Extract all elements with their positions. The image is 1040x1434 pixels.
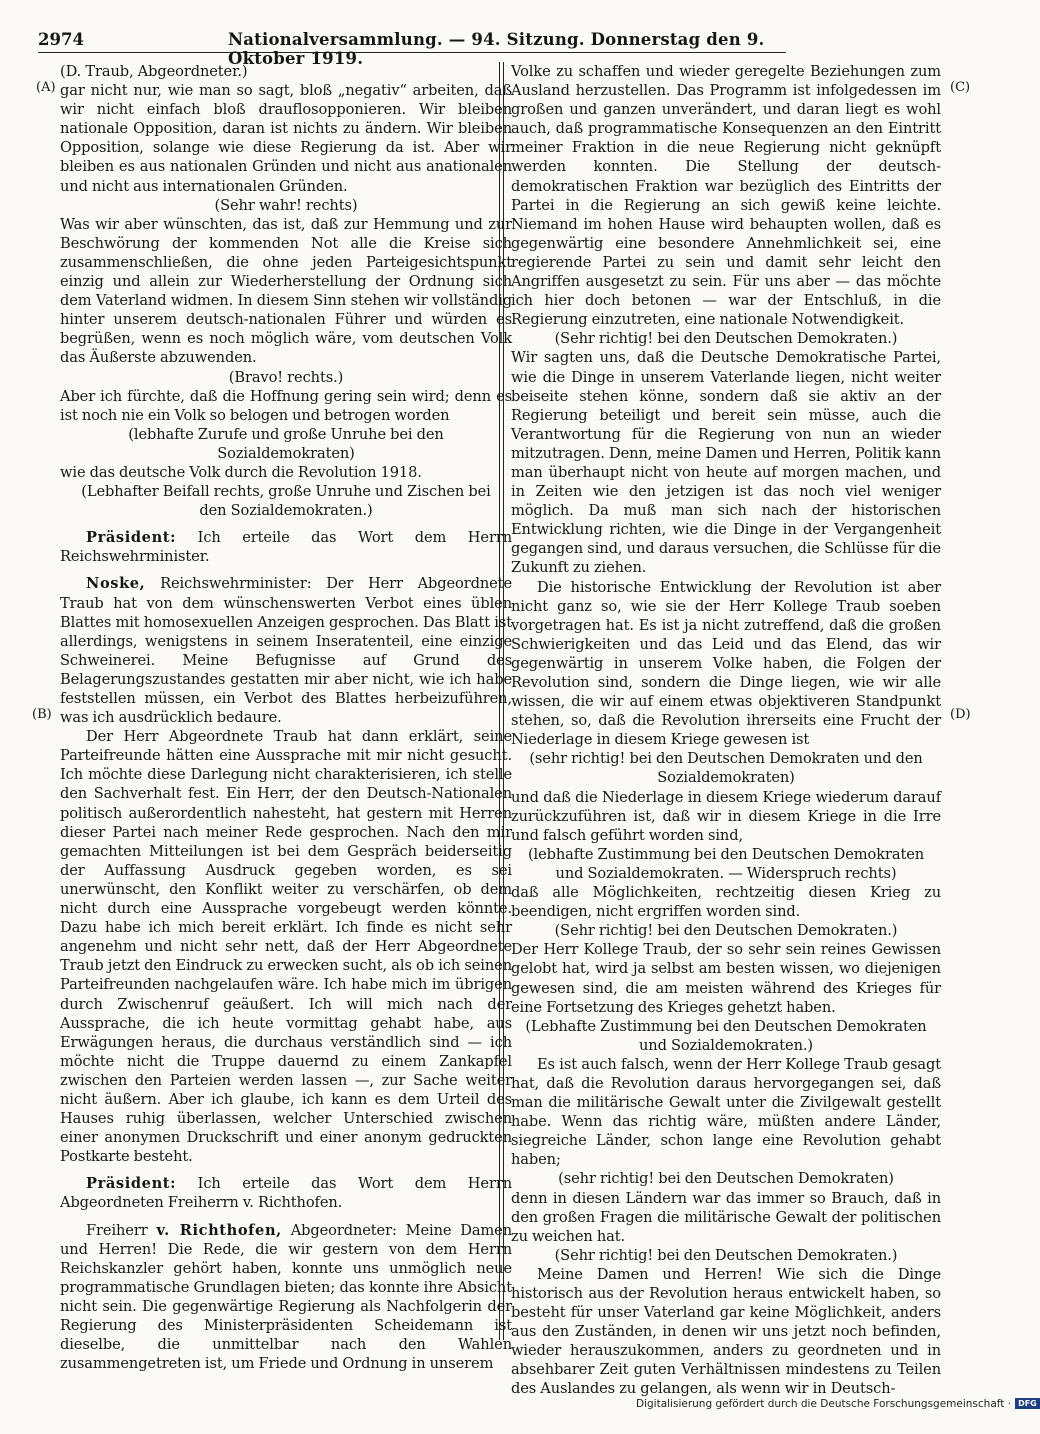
paragraph: Es ist auch falsch, wenn der Herr Kollege Traub gesagt hat, daß die Revolution daraus hervorgegangen sei, daß man die militärische Gewalt unter die Zivilgewalt gestellt habe. Wenn das richtig wäre, müßten andere Länder, siegreiche Länder, schon lange eine Revolution gehabt haben;	[511, 1055, 941, 1169]
paragraph: Der Herr Kollege Traub, der so sehr sein reines Gewissen gelobt hat, wird ja selbst am besten wissen, wo diejenigen gewesen sind, die am meisten während des Krieges für eine Fortsetzung des Krieges gehetzt haben.	[511, 941, 941, 1016]
interjection: (Lebhafter Beifall rechts, große Unruhe und Zischen bei den Sozialdemokraten.)	[81, 483, 491, 520]
margin-marker-b: (B)	[32, 707, 52, 722]
interjection: (Sehr wahr! rechts)	[214, 196, 358, 214]
right-column	[511, 62, 941, 1399]
speaker-name: v. Richthofen,	[156, 1221, 282, 1239]
page-number: 2974	[38, 30, 84, 49]
paragraph: daß alle Möglichkeiten, rechtzeitig diesen Krieg zu beendigen, nicht ergriffen worden sind.	[511, 884, 941, 921]
speaker-title: Freiherr	[86, 1221, 148, 1239]
paragraph: gar nicht nur, wie man so sagt, bloß „negativ“ arbeiten, daß wir nicht einfach bloß drauflosopponieren. Wir bleiben nationale Opposition, daran ist nichts zu ändern. Wir bleiben Opposition, solange wie diese Regierung da ist. Aber wir bleiben es aus nationalen Gründen und nicht aus anationalen und nicht aus internationalen Gründen.	[60, 82, 512, 195]
interjection: (sehr richtig! bei den Deutschen Demokraten und den Sozialdemokraten)	[529, 750, 923, 787]
interjection: (Lebhafte Zustimmung bei den Deutschen Demokraten und Sozialdemokraten.)	[525, 1017, 927, 1054]
paragraph: Wir sagten uns, daß die Deutsche Demokratische Partei, wie die Dinge in unserem Vaterlande liegen, nicht weiter beiseite stehen könne, sondern daß sie aktiv an der Regierung beteiligt und bereit sein müsse, auch die Verantwortung für die Regierung von nun an wieder mitzutragen. Denn, meine Damen und Herren, Politik kann man überhaupt nicht von heute auf morgen machen, und in Zeiten wie den jetzigen ist das noch viel weniger möglich. Da muß man sich nach der historischen Entwicklung richten, wie die Dinge in der Vergangenheit gegangen sind, und daraus versuchen, die Schlüsse für die Zukunft zu ziehen.	[511, 349, 941, 577]
paragraph: Volke zu schaffen und wieder geregelte Beziehungen zum Ausland herzustellen. Das Programm ist infolgedessen im großen und ganzen unverändert, und daran liegt es wohl auch, daß programmatische Konsequenzen an den Eintritt meiner Fraktion in die neue Regierung nicht geknüpft werden konnten. Die Stellung der deutsch-demokratischen Fraktion war bezüglich des Eintritts der Partei in die Regierung an sich gewiß keine leichte. Niemand im hohen Hause wird behaupten wollen, daß es gegenwärtig eine besondere Annehmlichkeit sei, eine regierende Partei zu sein und damit sehr leicht den Angriffen ausgesetzt zu sein. Für uns aber — das möchte ich hier doch betonen — war der Entschluß, in die Regierung einzutreten, eine nationale Notwendigkeit.	[511, 63, 941, 329]
speech-text: Reichswehrminister: Der Herr Abgeordnete Traub hat von dem wünschenswerten Verbot eines üblen Blattes mit homosexuellen Anzeigen gesprochen. Das Blatt ist allerdings, wenigstens in seinem Inseratenteil, eine einzige Schweinerei. Meine Befugnisse auf Grund des Belagerungszustandes gestatten mir aber nicht, wie ich habe feststellen müssen, ein Verbot des Blattes herbeizuführen, was ich ausdrücklich bedaure.	[60, 575, 512, 727]
speech-noske	[60, 574, 512, 727]
speech-text: Ich erteile das Wort dem Herrn Abgeordneten Freiherrn v. Richthofen.	[60, 1175, 512, 1212]
speaker-name: Präsident:	[86, 529, 177, 547]
speech-richthofen	[60, 1221, 512, 1374]
paragraph: Was wir aber wünschten, das ist, daß zur Hemmung und zur Beschwörung der kommenden Not alle die Kreise sich zusammenschließen, die ohne jeden Parteigesichtspunkt einzig und allein zur Wiederherstellung der Ordnung sich dem Vaterland widmen. In diesem Sinn stehen wir vollständig hinter unserem deutsch-nationalen Führer und würden es begrüßen, wenn es noch möglich wäre, vom deutschen Volk das Äußerste abzuwenden.	[60, 215, 512, 367]
interjection: (Bravo! rechts.)	[228, 368, 344, 386]
margin-marker-c: (C)	[950, 80, 971, 95]
paragraph: Aber ich fürchte, daß die Hoffnung gering sein wird; denn es ist noch nie ein Volk so belogen und betrogen worden	[60, 387, 512, 424]
speaker-name: Noske,	[86, 575, 146, 593]
margin-marker-a: (A)	[36, 80, 56, 95]
paragraph: denn in diesen Ländern war das immer so Brauch, daß in den großen Fragen die militärische Gewalt der politischen zu weichen hat.	[511, 1189, 941, 1245]
margin-marker-d: (D)	[950, 707, 971, 722]
paragraph: und daß die Niederlage in diesem Kriege wiederum darauf zurückzuführen ist, daß wir in diesem Kriege in die Irre und falsch geführt worden sind,	[511, 788, 941, 844]
paragraph: wie das deutsche Volk durch die Revolution 1918.	[60, 463, 422, 481]
interjection: (sehr richtig! bei den Deutschen Demokraten)	[558, 1170, 894, 1188]
interjection: (lebhafte Zustimmung bei den Deutschen Demokraten und Sozialdemokraten. — Widerspruch rechts)	[527, 845, 925, 882]
running-title: Nationalversammlung. — 94. Sitzung. Donnerstag den 9. Oktober 1919.	[228, 30, 765, 68]
speaker-continuation: (D. Traub, Abgeordneter.)	[60, 63, 248, 80]
page-header	[38, 30, 786, 68]
paragraph: Meine Damen und Herren! Wie sich die Dinge historisch aus der Revolution heraus entwickelt haben, so besteht für unser Vaterland gar keine Möglichkeit, anders aus den Zuständen, in denen wir uns jetzt noch befinden, wieder herauszukommen, anders zu geordneten und in absehbarer Zeit guten Verhältnissen mindestens zu Teilen des Auslandes zu gelangen, als wenn wir in Deutsch-	[511, 1265, 941, 1398]
interjection: (Sehr richtig! bei den Deutschen Demokraten.)	[554, 1246, 898, 1264]
speech-text: Ich erteile das Wort dem Herrn Reichswehrminister.	[60, 529, 512, 566]
left-column	[60, 62, 512, 1373]
interjection: (Sehr richtig! bei den Deutschen Demokraten.)	[554, 922, 898, 940]
speech-praesident	[60, 1174, 512, 1212]
paragraph: Der Herr Abgeordnete Traub hat dann erklärt, seine Parteifreunde hätten eine Aussprache mit mir nicht gesucht. Ich möchte diese Darlegung nicht charakterisieren, ich stelle den Sachverhalt fest. Ein Herr, der den Deutsch-Nationalen politisch außerordentlich nahesteht, hat gestern mit Herren dieser Partei nach meiner Rede gesprochen. Nach den mir gemachten Mitteilungen ist bei dem Gespräch beiderseitig der Auffassung Ausdruck gegeben worden, es sei unerwünscht, den Konflikt weiter zu verschärfen, ob dem nicht durch eine Aussprache vorgebeugt werden könnte. Dazu habe ich mich bereit erklärt. Ich finde es nicht sehr angenehm und nicht sehr nett, daß der Herr Abgeordnete Traub jetzt den Eindruck zu erwecken sucht, als ob ich seinen Parteifreunden nachgelaufen wäre. Ich habe mich im übrigen durch Zwischenruf geäußert. Ich will mich nach der Aussprache, die ich heute vormittag gehabt habe, aus Erwägungen heraus, die durchaus verständlich sind — ich möchte nicht die Truppe dauernd zu einem Zankapfel zwischen den Parteien werden lassen —, zur Sache weiter nicht äußern. Aber ich glaube, ich kann es dem Urteil des Hauses ruhig überlassen, welcher Unterschied zwischen einer anonymen Druckschrift und einer anonym gedruckten Postkarte besteht.	[60, 728, 512, 1166]
speech-praesident	[60, 528, 512, 566]
paragraph: Die historische Entwicklung der Revolution ist aber nicht ganz so, wie sie der Herr Kollege Traub soeben vorgetragen hat. Es ist ja nicht zutreffend, daß die großen Schwierigkeiten und das Leid und das Elend, das wir gegenwärtig in unserem Volke haben, die Folgen der Revolution sind, sondern die Dinge liegen, wie wir alle wissen, die wir auf einem etwas objektiveren Standpunkt stehen, so, daß die Revolution ihrerseits eine Frucht der Niederlage in diesem Kriege gewesen ist	[511, 578, 941, 749]
credit-text: Digitalisierung gefördert durch die Deutsche Forschungsgemeinschaft ·	[636, 1398, 1012, 1410]
interjection: (lebhafte Zurufe und große Unruhe bei den Sozialdemokraten)	[128, 425, 444, 462]
speech-text: Abgeordneter: Meine Damen und Herren! Die Rede, die wir gestern von dem Herrn Reichskanzler gehört haben, konnte uns unmöglich neue programmatische Grundlagen bieten; das konnte ihre Absicht nicht sein. Die gegenwärtige Regierung als Nachfolgerin der Regierung des Ministerpräsidenten Scheidemann ist dieselbe, die unmittelbar nach den Wahlen zusammengetreten ist, um Friede und Ordnung in unserem	[60, 1221, 513, 1373]
dfg-logo: DFG	[1015, 1398, 1040, 1409]
interjection: (Sehr richtig! bei den Deutschen Demokraten.)	[554, 330, 898, 348]
digitization-credit	[636, 1398, 1040, 1410]
speaker-name: Präsident:	[86, 1175, 177, 1193]
